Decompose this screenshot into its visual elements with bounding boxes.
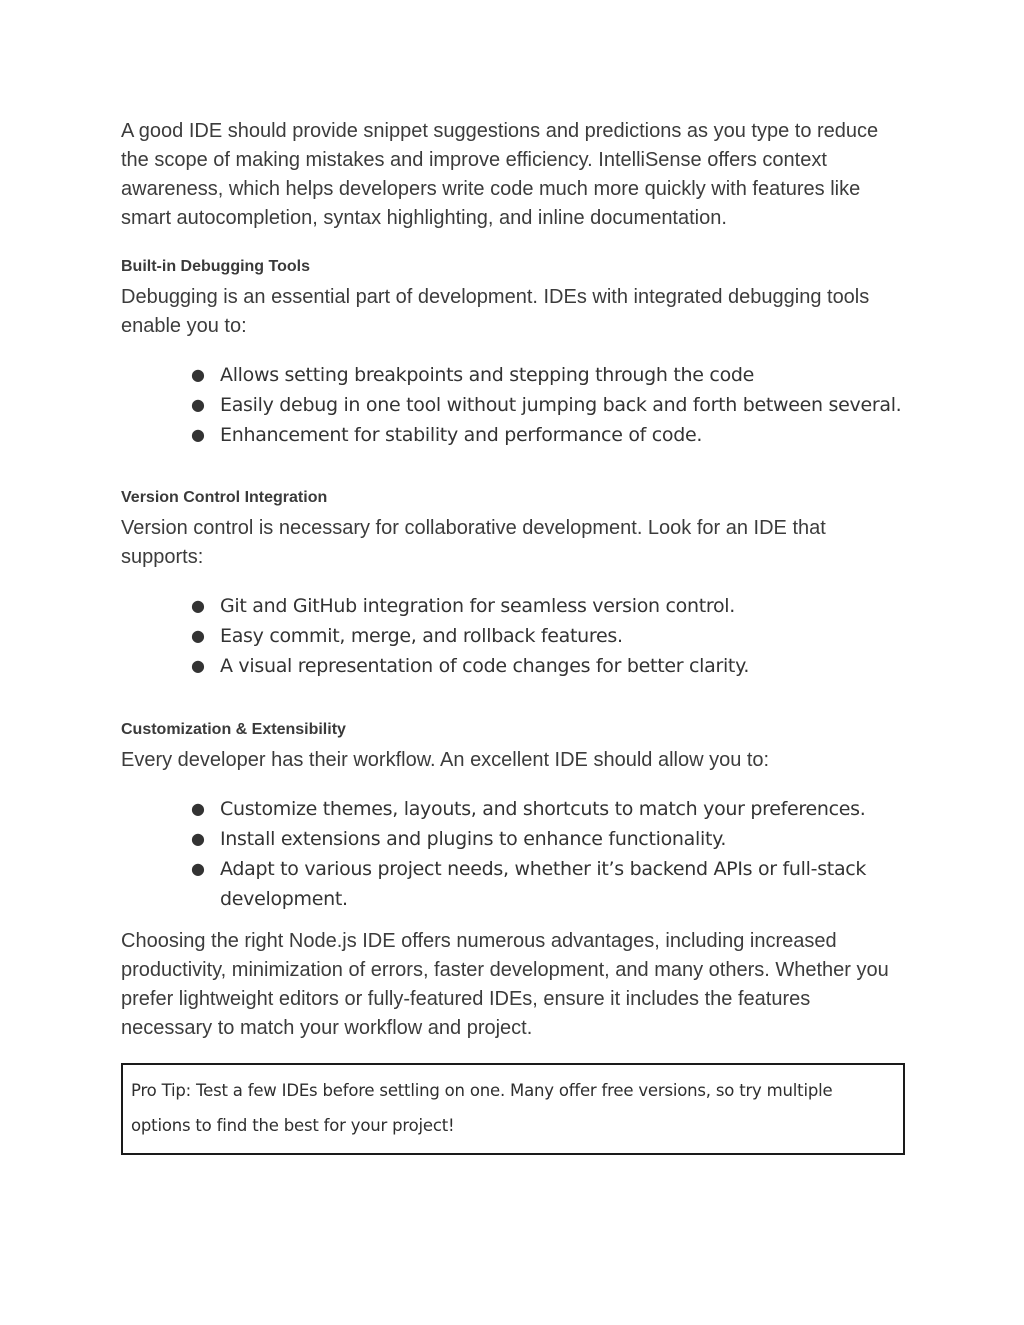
bullet-icon: ●	[191, 425, 205, 444]
list-item: ● Git and GitHub integration for seamless version control.	[121, 591, 905, 621]
bullet-list-version-control	[121, 591, 905, 681]
bullet-icon: ●	[191, 799, 205, 818]
bullet-list-customization	[121, 794, 905, 914]
section-body-customization: Every developer has their workflow. An excellent IDE should allow you to:	[121, 749, 770, 771]
bullet-icon: ●	[191, 596, 205, 615]
section-heading-debugging: Built-in Debugging Tools	[121, 258, 310, 275]
list-item: ● Easily debug in one tool without jumping back and forth between several.	[121, 390, 905, 420]
document-page	[121, 117, 905, 1155]
list-item: ● Allows setting breakpoints and stepping through the code	[121, 360, 905, 390]
list-item: ● Customize themes, layouts, and shortcuts to match your preferences.	[121, 794, 905, 824]
pro-tip-box	[121, 1063, 905, 1155]
list-item: ● Adapt to various project needs, whether it’s backend APIs or full-stack development.	[121, 854, 905, 914]
list-item: ● Enhancement for stability and performance of code.	[121, 420, 905, 450]
closing-paragraph: Choosing the right Node.js IDE offers numerous advantages, including increased productivity, minimization of errors, faster development, and many others. Whether you prefer lightweight editors or fully-featured IDEs, ensure it includes the features necessary to match your workflow and project.	[121, 930, 889, 1039]
section-body-version-control: Version control is necessary for collaborative development. Look for an IDE that supports:	[121, 517, 826, 568]
section-version-control	[121, 487, 905, 681]
bullet-icon: ●	[191, 626, 205, 645]
section-heading-customization: Customization & Extensibility	[121, 721, 346, 738]
section-body-debugging: Debugging is an essential part of development. IDEs with integrated debugging tools enable you to:	[121, 286, 870, 337]
section-heading-version-control: Version Control Integration	[121, 489, 328, 506]
list-item: ● Easy commit, merge, and rollback features.	[121, 621, 905, 651]
section-customization	[121, 719, 905, 914]
bullet-icon: ●	[191, 859, 205, 878]
bullet-icon: ●	[191, 829, 205, 848]
bullet-list-debugging	[121, 360, 905, 450]
list-item: ● Install extensions and plugins to enhance functionality.	[121, 824, 905, 854]
list-item: ● A visual representation of code changes for better clarity.	[121, 651, 905, 681]
intro-paragraph: A good IDE should provide snippet suggestions and predictions as you type to reduce the scope of making mistakes and improve efficiency. IntelliSense offers context awareness, which helps developers write code much more quickly with features like smart autocompletion, syntax highlighting, and inline documentation.	[121, 120, 879, 229]
section-debugging	[121, 256, 905, 450]
bullet-icon: ●	[191, 395, 205, 414]
bullet-icon: ●	[191, 656, 205, 675]
pro-tip-text: Pro Tip: Test a few IDEs before settling on one. Many offer free versions, so try multiple options to find the best for your project!	[131, 1081, 833, 1135]
bullet-icon: ●	[191, 365, 205, 384]
